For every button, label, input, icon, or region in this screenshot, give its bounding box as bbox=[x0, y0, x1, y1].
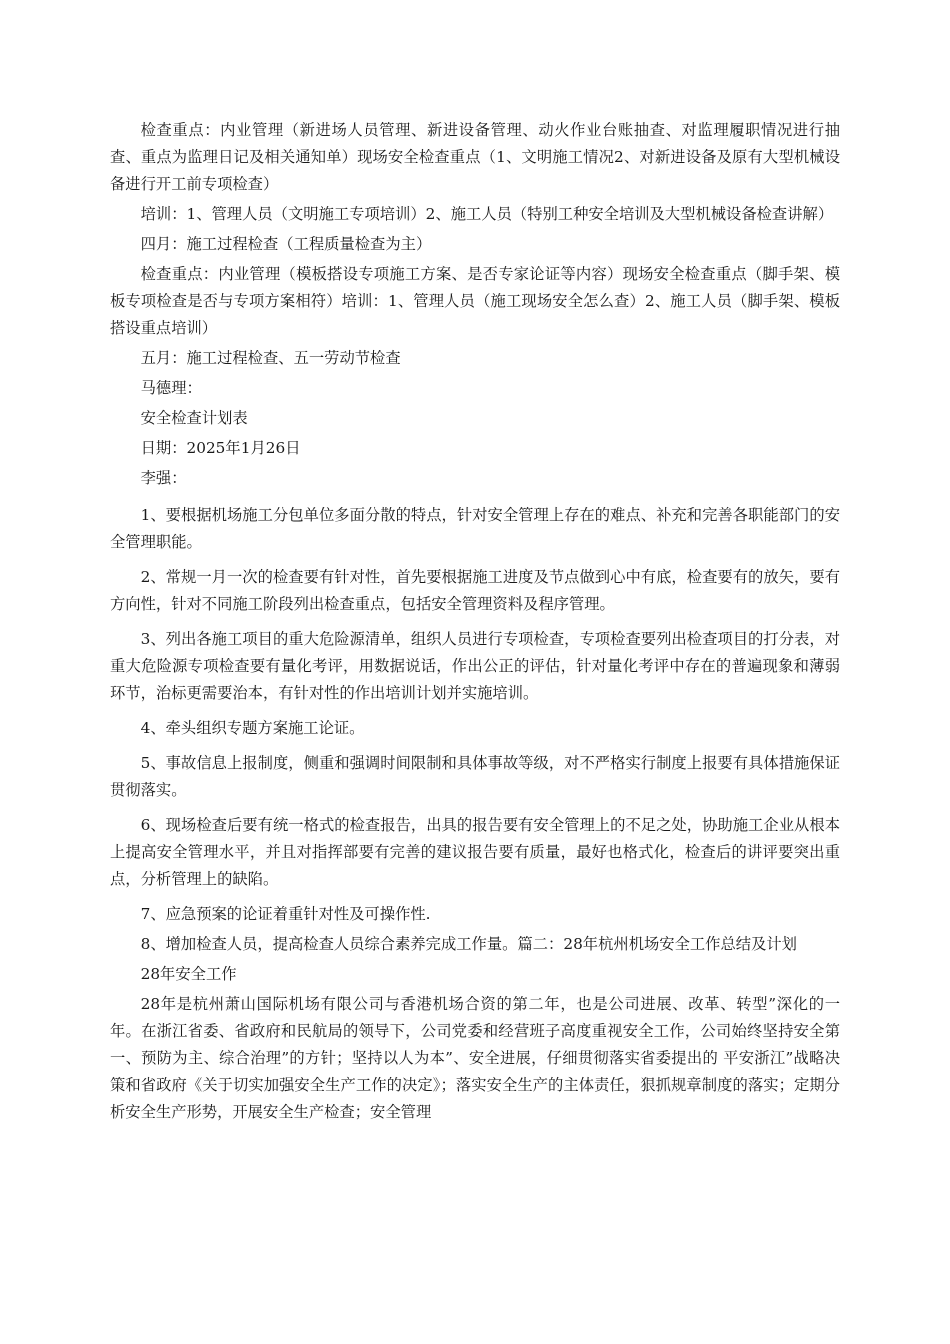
paragraph-item-7: 7、应急预案的论证着重针对性及可操作性. bbox=[140, 905, 431, 923]
paragraph-item-6: 6、现场检查后要有统一格式的检查报告，出具的报告要有安全管理上的不足之处，协助施工企业从根本上提高安全管理水平，并且对指挥部要有完善的建议报告要有质量，最好也格式化，检查后的讲评要突出重点，分析管理上的缺陷。 bbox=[110, 816, 840, 888]
paragraph-summary-body: 28年是杭州萧山国际机场有限公司与香港机场合资的第二年，也是公司进展、改革、转型”深化的一年。在浙江省委、省政府和民航局的领导下，公司党委和经营班子高度重视安全工作，公司始终坚持安全第一、预防为主、综合治理”的方针；坚持以人为本”、安全进展，仔细贯彻落实省委提出的 平安浙江”战略决策和省政府《关于切实加强安全生产工作的决定》；落实安全生产的主体责任，狠抓规章制度的落实；定期分析安全生产形势，开展安全生产检查；安全管理 bbox=[110, 995, 840, 1121]
paragraph-may-heading: 五月：施工过程检查、五一劳动节检查 bbox=[140, 349, 401, 367]
paragraph-signature-2: 李强： bbox=[140, 469, 187, 487]
document-page bbox=[110, 117, 840, 1126]
paragraph-training-march: 培训：1、管理人员（文明施工专项培训）2、施工人员（特别工种安全培训及大型机械设备检查讲解） bbox=[140, 205, 834, 223]
paragraph-item-3: 3、列出各施工项目的重大危险源清单，组织人员进行专项检查，专项检查要列出检查项目的打分表，对重大危险源专项检查要有量化考评，用数据说话，作出公正的评估，针对量化考评中存在的普遍现象和薄弱环节，治标更需要治本，有针对性的作出培训计划并实施培训。 bbox=[110, 630, 840, 702]
paragraph-date: 日期：2025年1月26日 bbox=[140, 439, 301, 457]
paragraph-april-heading: 四月：施工过程检查（工程质量检查为主） bbox=[140, 235, 432, 253]
paragraph-item-8: 8、增加检查人员，提高检查人员综合素养完成工作量。篇二：28年杭州机场安全工作总结及计划 bbox=[140, 935, 797, 953]
paragraph-inspection-focus-april: 检查重点：内业管理（模板搭设专项施工方案、是否专家论证等内容）现场安全检查重点（脚手架、模板专项检查是否与专项方案相符）培训：1、管理人员（施工现场安全怎么查）2、施工人员（脚手架、模板搭设重点培训） bbox=[110, 265, 840, 337]
paragraph-item-4: 4、牵头组织专题方案施工论证。 bbox=[140, 719, 365, 737]
paragraph-section-title: 28年安全工作 bbox=[140, 965, 237, 983]
paragraph-plan-title: 安全检查计划表 bbox=[140, 409, 248, 427]
paragraph-inspection-focus-march: 检查重点：内业管理（新进场人员管理、新进设备管理、动火作业台账抽查、对监理履职情况进行抽查、重点为监理日记及相关通知单）现场安全检查重点（1、文明施工情况2、对新进设备及原有大型机械设备进行开工前专项检查） bbox=[110, 121, 840, 193]
paragraph-item-1: 1、要根据机场施工分包单位多面分散的特点，针对安全管理上存在的难点、补充和完善各职能部门的安全管理职能。 bbox=[110, 506, 840, 551]
paragraph-item-2: 2、常规一月一次的检查要有针对性，首先要根据施工进度及节点做到心中有底，检查要有的放矢，要有方向性，针对不同施工阶段列出检查重点，包括安全管理资料及程序管理。 bbox=[110, 568, 840, 613]
paragraph-item-5: 5、事故信息上报制度，侧重和强调时间限制和具体事故等级，对不严格实行制度上报要有具体措施保证贯彻落实。 bbox=[110, 754, 840, 799]
paragraph-signature-1: 马德理： bbox=[140, 379, 202, 397]
